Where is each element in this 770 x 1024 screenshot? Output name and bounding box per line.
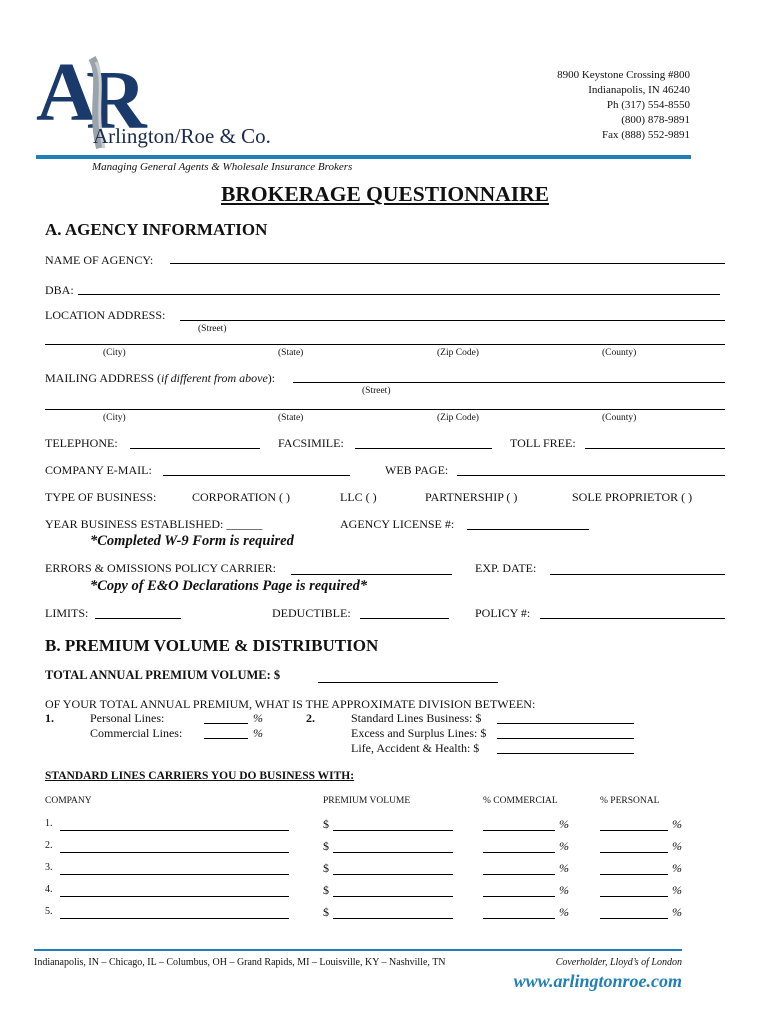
carriers-heading: STANDARD LINES CARRIERS YOU DO BUSINESS WITH:: [45, 770, 355, 782]
carrier-personal-pct-field[interactable]: [600, 830, 668, 831]
location-city-state-field[interactable]: [45, 344, 725, 345]
carrier-row-number: 2.: [45, 840, 53, 851]
mailing-county-caption: (County): [602, 413, 637, 423]
personal-lines-field[interactable]: [204, 723, 248, 724]
personal-lines-pct: %: [253, 711, 263, 725]
personal-pct-sign: %: [672, 861, 682, 875]
exp-date-field[interactable]: [550, 574, 725, 575]
w9-note: *Completed W-9 Form is required: [90, 533, 294, 549]
agency-license-field[interactable]: [467, 529, 589, 530]
policy-label: POLICY #:: [475, 606, 531, 620]
commercial-lines-field[interactable]: [204, 738, 248, 739]
deductible-field[interactable]: [360, 618, 449, 619]
web-page-label: WEB PAGE:: [385, 463, 449, 477]
carrier-personal-pct-field[interactable]: [600, 852, 668, 853]
premium-dollar: $: [323, 817, 329, 831]
carrier-personal-pct-field[interactable]: [600, 896, 668, 897]
carrier-personal-pct-field[interactable]: [600, 874, 668, 875]
col-premium: PREMIUM VOLUME: [323, 796, 411, 806]
name-of-agency-label: NAME OF AGENCY:: [45, 253, 154, 267]
standard-lines-field[interactable]: [497, 723, 634, 724]
total-premium-field[interactable]: [318, 682, 498, 683]
address-line-1: 8900 Keystone Crossing #800: [557, 69, 690, 81]
commercial-lines-label: Commercial Lines:: [90, 726, 183, 740]
exp-date-label: EXP. DATE:: [475, 561, 537, 575]
footer-coverholder: Coverholder, Lloyd’s of London: [555, 957, 682, 968]
standard-lines-label: Standard Lines Business: $: [351, 711, 482, 725]
mailing-street-caption: (Street): [362, 386, 391, 396]
col-company: COMPANY: [45, 796, 92, 806]
premium-dollar: $: [323, 861, 329, 875]
division-1-number: 1.: [45, 711, 54, 725]
svg-text:A: A: [36, 48, 97, 139]
carrier-row-number: 4.: [45, 884, 53, 895]
premium-dollar: $: [323, 905, 329, 919]
carrier-premium-field[interactable]: [333, 918, 453, 919]
year-established-field[interactable]: YEAR BUSINESS ESTABLISHED: ______: [45, 517, 263, 531]
total-premium-label: TOTAL ANNUAL PREMIUM VOLUME: $: [45, 668, 281, 682]
tagline: Managing General Agents & Wholesale Insurance Brokers: [92, 161, 353, 173]
corporation-checkbox[interactable]: CORPORATION ( ): [192, 490, 291, 504]
carrier-commercial-pct-field[interactable]: [483, 830, 555, 831]
commercial-pct-sign: %: [559, 817, 569, 831]
personal-pct-sign: %: [672, 905, 682, 919]
carrier-premium-field[interactable]: [333, 874, 453, 875]
carrier-row-number: 1.: [45, 818, 53, 829]
excess-surplus-label: Excess and Surplus Lines: $: [351, 726, 487, 740]
state-caption: (State): [278, 348, 304, 358]
toll-free-phone: (800) 878-9891: [621, 114, 690, 126]
website-link[interactable]: www.arlingtonroe.com: [513, 971, 682, 991]
carrier-commercial-pct-field[interactable]: [483, 918, 555, 919]
mailing-address-label: MAILING ADDRESS (if different from above):: [45, 371, 276, 385]
email-field[interactable]: [163, 475, 350, 476]
facsimile-field[interactable]: [355, 448, 492, 449]
carrier-company-field[interactable]: [60, 874, 289, 875]
life-accident-label: Life, Accident & Health: $: [351, 741, 480, 755]
col-personal: % PERSONAL: [600, 796, 660, 806]
mailing-city-caption: (City): [103, 413, 126, 423]
fax: Fax (888) 552-9891: [602, 129, 690, 141]
commercial-pct-sign: %: [559, 883, 569, 897]
commercial-pct-sign: %: [559, 905, 569, 919]
dba-field[interactable]: [78, 294, 720, 295]
company-name: Arlington/Roe & Co.: [93, 124, 271, 148]
web-page-field[interactable]: [457, 475, 725, 476]
logo-rule: [36, 155, 691, 159]
eo-carrier-label: ERRORS & OMISSIONS POLICY CARRIER:: [45, 561, 276, 575]
carrier-personal-pct-field[interactable]: [600, 918, 668, 919]
toll-free-label: TOLL FREE:: [510, 436, 576, 450]
personal-lines-label: Personal Lines:: [90, 711, 165, 725]
telephone-field[interactable]: [130, 448, 260, 449]
life-accident-field[interactable]: [497, 753, 634, 754]
carrier-commercial-pct-field[interactable]: [483, 874, 555, 875]
personal-pct-sign: %: [672, 839, 682, 853]
dba-label: DBA:: [45, 283, 74, 297]
llc-checkbox[interactable]: LLC ( ): [340, 490, 377, 504]
mailing-state-caption: (State): [278, 413, 304, 423]
type-of-business-label: TYPE OF BUSINESS:: [45, 490, 157, 504]
phone: Ph (317) 554-8550: [606, 99, 690, 111]
telephone-label: TELEPHONE:: [45, 436, 118, 450]
location-street-field[interactable]: [180, 320, 725, 321]
page-title: BROKERAGE QUESTIONNAIRE: [221, 182, 549, 206]
carrier-company-field[interactable]: [60, 896, 289, 897]
commercial-pct-sign: %: [559, 861, 569, 875]
policy-field[interactable]: [540, 618, 725, 619]
contact-block: [557, 68, 690, 143]
excess-surplus-field[interactable]: [497, 738, 634, 739]
svg-text:R: R: [86, 54, 147, 147]
section-b-heading: B. PREMIUM VOLUME & DISTRIBUTION: [45, 636, 379, 655]
commercial-pct-sign: %: [559, 839, 569, 853]
carrier-company-field[interactable]: [60, 852, 289, 853]
carrier-commercial-pct-field[interactable]: [483, 896, 555, 897]
carrier-commercial-pct-field[interactable]: [483, 852, 555, 853]
location-address-label: LOCATION ADDRESS:: [45, 308, 166, 322]
city-caption: (City): [103, 348, 126, 358]
facsimile-label: FACSIMILE:: [278, 436, 344, 450]
mailing-zip-caption: (Zip Code): [437, 413, 479, 423]
footer-cities: Indianapolis, IN – Chicago, IL – Columbus, OH – Grand Rapids, MI – Louisville, KY – Nashville, TN: [34, 957, 446, 968]
carrier-row-number: 3.: [45, 862, 53, 873]
zip-caption: (Zip Code): [437, 348, 479, 358]
personal-pct-sign: %: [672, 883, 682, 897]
partnership-checkbox[interactable]: PARTNERSHIP ( ): [425, 490, 518, 504]
email-label: COMPANY E-MAIL:: [45, 463, 152, 477]
address-line-2: Indianapolis, IN 46240: [588, 84, 690, 96]
division-question: OF YOUR TOTAL ANNUAL PREMIUM, WHAT IS THE APPROXIMATE DIVISION BETWEEN:: [45, 697, 536, 711]
carrier-premium-field[interactable]: [333, 852, 453, 853]
premium-dollar: $: [323, 839, 329, 853]
mailing-street-field[interactable]: [293, 382, 725, 383]
limits-label: LIMITS:: [45, 606, 89, 620]
carrier-company-field[interactable]: [60, 918, 289, 919]
carrier-row-number: 5.: [45, 906, 53, 917]
eo-carrier-field[interactable]: [291, 574, 452, 575]
premium-dollar: $: [323, 883, 329, 897]
sole-proprietor-checkbox[interactable]: SOLE PROPRIETOR ( ): [572, 490, 693, 504]
col-commercial: % COMMERCIAL: [483, 796, 558, 806]
agency-license-label: AGENCY LICENSE #:: [340, 517, 455, 531]
section-a-heading: A. AGENCY INFORMATION: [45, 220, 268, 239]
carrier-premium-field[interactable]: [333, 830, 453, 831]
commercial-lines-pct: %: [253, 726, 263, 740]
county-caption: (County): [602, 348, 637, 358]
name-of-agency-field[interactable]: [170, 263, 725, 264]
footer-rule: [34, 949, 682, 951]
street-caption: (Street): [198, 324, 227, 334]
personal-pct-sign: %: [672, 817, 682, 831]
carrier-premium-field[interactable]: [333, 896, 453, 897]
toll-free-field[interactable]: [585, 448, 725, 449]
eo-note: *Copy of E&O Declarations Page is required*: [90, 578, 368, 594]
division-2-number: 2.: [306, 711, 315, 725]
deductible-label: DEDUCTIBLE:: [272, 606, 351, 620]
limits-field[interactable]: [95, 618, 181, 619]
carrier-company-field[interactable]: [60, 830, 289, 831]
mailing-city-state-field[interactable]: [45, 409, 725, 410]
